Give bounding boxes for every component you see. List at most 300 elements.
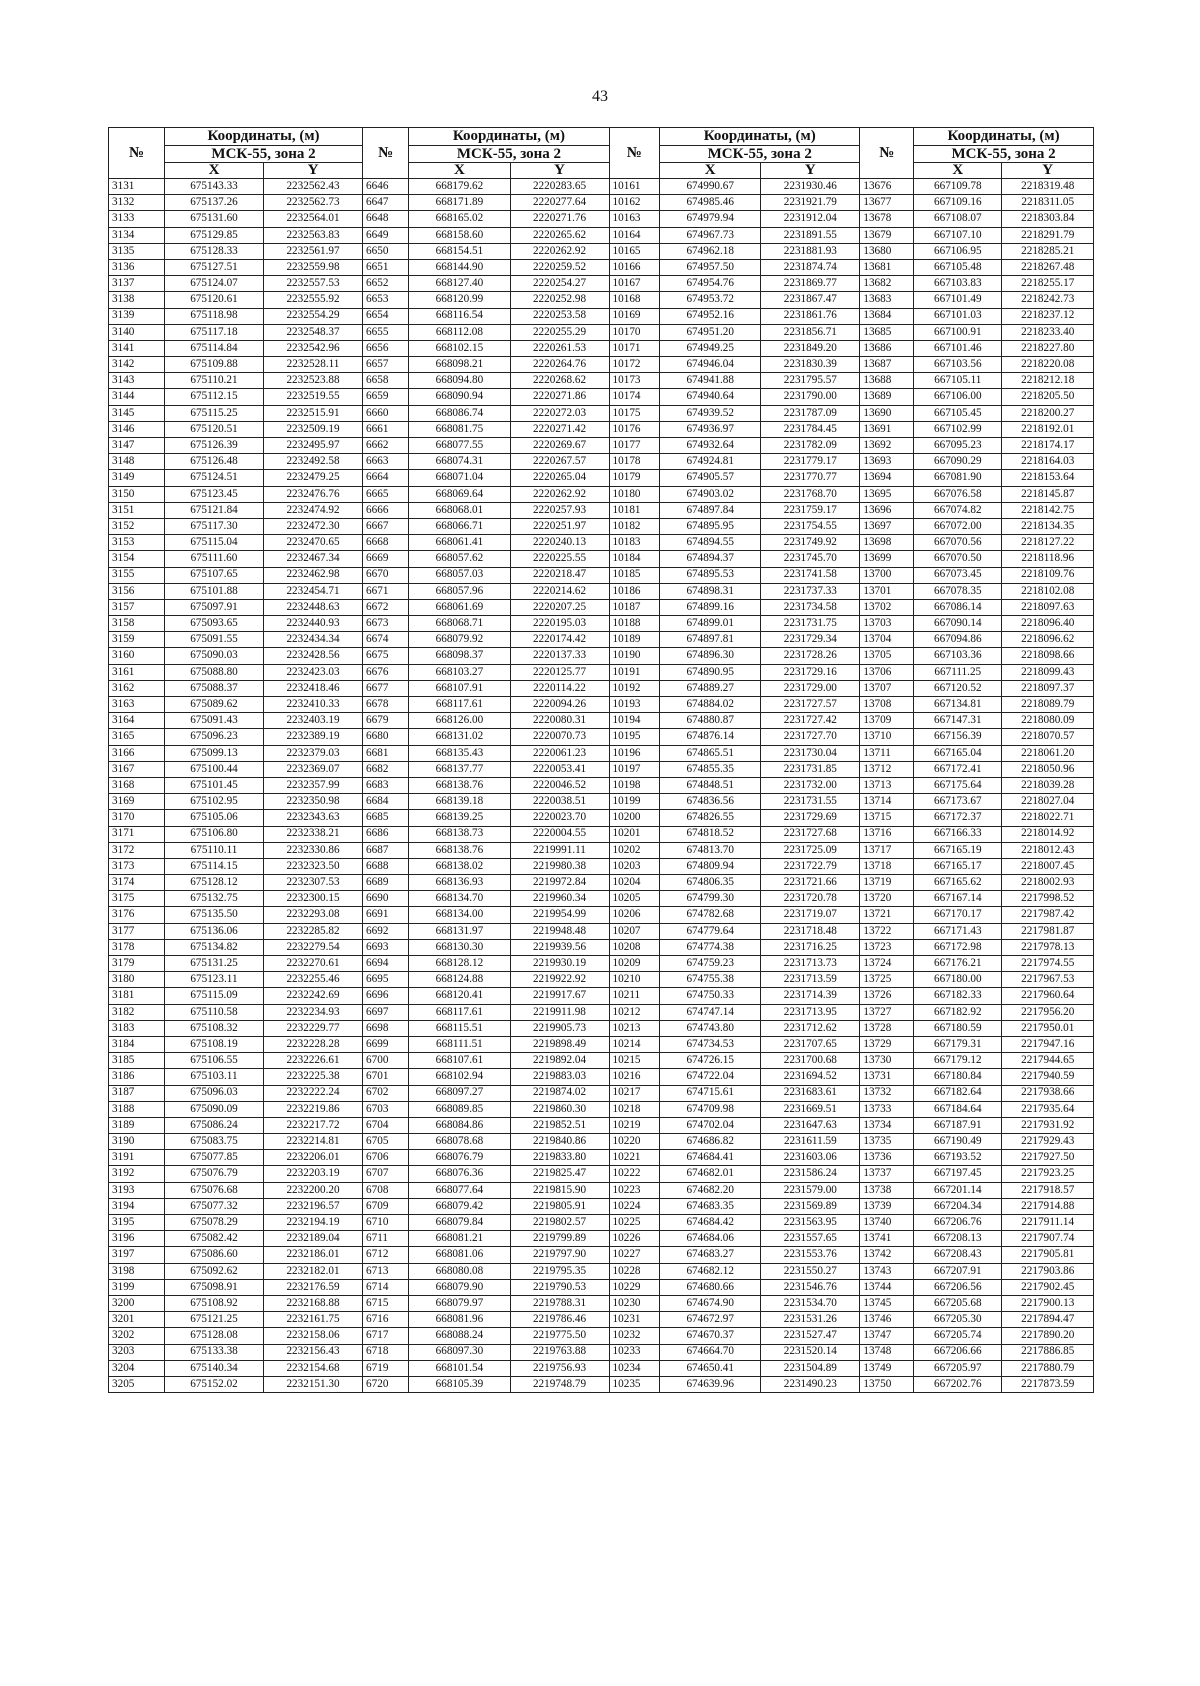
point-number: 6656	[363, 340, 409, 356]
table-row	[109, 1279, 1094, 1295]
table-row	[109, 1360, 1094, 1376]
point-number: 13731	[860, 1069, 914, 1085]
table-row	[109, 729, 1094, 745]
x-coordinate: 667165.04	[914, 745, 1002, 761]
point-number: 13686	[860, 340, 914, 356]
y-coordinate: 2231727.70	[761, 729, 860, 745]
x-coordinate: 674672.97	[660, 1312, 761, 1328]
x-coordinate: 674682.20	[660, 1182, 761, 1198]
y-coordinate: 2231700.68	[761, 1053, 860, 1069]
x-coordinate: 675128.33	[164, 243, 263, 259]
x-coordinate: 668097.27	[409, 1085, 510, 1101]
y-coordinate: 2218192.01	[1002, 421, 1094, 437]
point-number: 6678	[363, 697, 409, 713]
y-coordinate: 2231912.04	[761, 211, 860, 227]
x-coordinate: 675099.13	[164, 745, 263, 761]
point-number: 13711	[860, 745, 914, 761]
y-coordinate: 2219795.35	[510, 1263, 609, 1279]
point-number: 10165	[609, 243, 660, 259]
point-number: 10163	[609, 211, 660, 227]
point-number: 10181	[609, 502, 660, 518]
y-coordinate: 2231731.85	[761, 761, 860, 777]
point-number: 6698	[363, 1020, 409, 1036]
y-coordinate: 2231732.00	[761, 777, 860, 793]
point-number: 3190	[109, 1134, 165, 1150]
y-coordinate: 2232182.01	[264, 1263, 363, 1279]
point-number: 3199	[109, 1279, 165, 1295]
x-coordinate: 674946.04	[660, 357, 761, 373]
point-number: 6670	[363, 567, 409, 583]
point-number: 10208	[609, 939, 660, 955]
x-coordinate: 675077.32	[164, 1198, 263, 1214]
table-row	[109, 761, 1094, 777]
x-coordinate: 668101.54	[409, 1360, 510, 1376]
y-coordinate: 2231729.34	[761, 632, 860, 648]
point-number: 13685	[860, 324, 914, 340]
x-coordinate: 667070.50	[914, 551, 1002, 567]
y-coordinate: 2217956.20	[1002, 1004, 1094, 1020]
y-coordinate: 2232428.56	[264, 648, 363, 664]
y-coordinate: 2231881.93	[761, 243, 860, 259]
point-number: 3187	[109, 1085, 165, 1101]
x-coordinate: 675152.02	[164, 1376, 263, 1392]
x-coordinate: 667180.00	[914, 972, 1002, 988]
point-number: 3202	[109, 1328, 165, 1344]
table-row	[109, 1085, 1094, 1101]
point-number: 10216	[609, 1069, 660, 1085]
point-number: 13682	[860, 276, 914, 292]
point-number: 13683	[860, 292, 914, 308]
x-coordinate: 675092.62	[164, 1263, 263, 1279]
point-number: 6714	[363, 1279, 409, 1295]
y-coordinate: 2218205.50	[1002, 389, 1094, 405]
y-coordinate: 2218097.63	[1002, 599, 1094, 615]
point-number: 13716	[860, 826, 914, 842]
point-number: 13745	[860, 1295, 914, 1311]
point-number: 13705	[860, 648, 914, 664]
table-row	[109, 454, 1094, 470]
point-number: 13734	[860, 1117, 914, 1133]
y-coordinate: 2220023.70	[510, 810, 609, 826]
point-number: 3198	[109, 1263, 165, 1279]
x-coordinate: 674953.72	[660, 292, 761, 308]
point-number: 6659	[363, 389, 409, 405]
x-coordinate: 667205.30	[914, 1312, 1002, 1328]
coord-group-header: Координаты, (м)	[914, 128, 1094, 146]
y-coordinate: 2218050.96	[1002, 761, 1094, 777]
point-number: 10214	[609, 1036, 660, 1052]
point-number: 10194	[609, 713, 660, 729]
y-coordinate: 2231869.77	[761, 276, 860, 292]
table-row	[109, 389, 1094, 405]
point-number: 6720	[363, 1376, 409, 1392]
x-header: X	[914, 163, 1002, 179]
point-number: 10223	[609, 1182, 660, 1198]
y-coordinate: 2220271.86	[510, 389, 609, 405]
x-coordinate: 667072.00	[914, 518, 1002, 534]
x-coordinate: 674813.70	[660, 842, 761, 858]
page-number: 43	[592, 88, 608, 105]
y-coordinate: 2220094.26	[510, 697, 609, 713]
point-number: 3157	[109, 599, 165, 615]
point-number: 6699	[363, 1036, 409, 1052]
y-coordinate: 2217923.25	[1002, 1166, 1094, 1182]
table-row	[109, 1231, 1094, 1247]
x-coordinate: 668078.68	[409, 1134, 510, 1150]
y-coordinate: 2218007.45	[1002, 858, 1094, 874]
y-coordinate: 2219748.79	[510, 1376, 609, 1392]
y-coordinate: 2231768.70	[761, 486, 860, 502]
point-number: 10175	[609, 405, 660, 421]
point-number: 3143	[109, 373, 165, 389]
point-number: 10229	[609, 1279, 660, 1295]
y-coordinate: 2231741.58	[761, 567, 860, 583]
point-number: 3132	[109, 195, 165, 211]
point-number: 10174	[609, 389, 660, 405]
x-coordinate: 675107.65	[164, 567, 263, 583]
point-number: 10166	[609, 259, 660, 275]
table-row	[109, 1101, 1094, 1117]
point-number: 13741	[860, 1231, 914, 1247]
point-number: 6704	[363, 1117, 409, 1133]
x-coordinate: 668116.54	[409, 308, 510, 324]
y-coordinate: 2220277.64	[510, 195, 609, 211]
point-number: 10183	[609, 535, 660, 551]
y-coordinate: 2218164.03	[1002, 454, 1094, 470]
x-coordinate: 667134.81	[914, 697, 1002, 713]
y-coordinate: 2218291.79	[1002, 227, 1094, 243]
x-coordinate: 674855.35	[660, 761, 761, 777]
point-number: 3142	[109, 357, 165, 373]
y-coordinate: 2232242.69	[264, 988, 363, 1004]
y-coordinate: 2231550.27	[761, 1263, 860, 1279]
x-coordinate: 668077.55	[409, 438, 510, 454]
y-coordinate: 2218014.92	[1002, 826, 1094, 842]
point-number: 3182	[109, 1004, 165, 1020]
y-coordinate: 2231727.68	[761, 826, 860, 842]
x-coordinate: 675117.18	[164, 324, 263, 340]
y-coordinate: 2218285.21	[1002, 243, 1094, 259]
point-number: 13746	[860, 1312, 914, 1328]
table-row	[109, 324, 1094, 340]
y-coordinate: 2232217.72	[264, 1117, 363, 1133]
x-coordinate: 667147.31	[914, 713, 1002, 729]
y-coordinate: 2218022.71	[1002, 810, 1094, 826]
y-coordinate: 2231720.78	[761, 891, 860, 907]
x-coordinate: 667173.67	[914, 794, 1002, 810]
point-number: 3162	[109, 680, 165, 696]
point-number: 10200	[609, 810, 660, 826]
y-coordinate: 2231759.17	[761, 502, 860, 518]
x-coordinate: 675108.92	[164, 1295, 263, 1311]
y-coordinate: 2231557.65	[761, 1231, 860, 1247]
x-coordinate: 674722.04	[660, 1069, 761, 1085]
y-coordinate: 2231830.39	[761, 357, 860, 373]
y-coordinate: 2232343.63	[264, 810, 363, 826]
y-coordinate: 2231891.55	[761, 227, 860, 243]
table-row	[109, 1344, 1094, 1360]
y-coordinate: 2219756.93	[510, 1360, 609, 1376]
y-coordinate: 2231603.06	[761, 1150, 860, 1166]
point-number: 3173	[109, 858, 165, 874]
y-coordinate: 2232285.82	[264, 923, 363, 939]
x-coordinate: 674680.66	[660, 1279, 761, 1295]
x-coordinate: 668079.92	[409, 632, 510, 648]
x-coordinate: 668077.64	[409, 1182, 510, 1198]
y-coordinate: 2232255.46	[264, 972, 363, 988]
y-coordinate: 2231734.58	[761, 599, 860, 615]
y-coordinate: 2232403.19	[264, 713, 363, 729]
y-coordinate: 2217902.45	[1002, 1279, 1094, 1295]
y-coordinate: 2220283.65	[510, 179, 609, 195]
x-coordinate: 668120.99	[409, 292, 510, 308]
table-row	[109, 1198, 1094, 1214]
point-number: 10196	[609, 745, 660, 761]
x-coordinate: 674979.94	[660, 211, 761, 227]
point-number: 6658	[363, 373, 409, 389]
point-number: 13698	[860, 535, 914, 551]
point-number: 13724	[860, 956, 914, 972]
point-number: 6651	[363, 259, 409, 275]
x-coordinate: 675118.98	[164, 308, 263, 324]
y-coordinate: 2219799.89	[510, 1231, 609, 1247]
x-coordinate: 668079.97	[409, 1295, 510, 1311]
x-coordinate: 668107.61	[409, 1053, 510, 1069]
y-coordinate: 2231867.47	[761, 292, 860, 308]
point-number: 13689	[860, 389, 914, 405]
point-number: 3177	[109, 923, 165, 939]
point-number: 13744	[860, 1279, 914, 1295]
table-row	[109, 405, 1094, 421]
point-number: 10176	[609, 421, 660, 437]
point-number: 3160	[109, 648, 165, 664]
y-coordinate: 2231737.33	[761, 583, 860, 599]
x-coordinate: 675126.48	[164, 454, 263, 470]
x-coordinate: 674889.27	[660, 680, 761, 696]
table-row	[109, 1036, 1094, 1052]
x-coordinate: 668124.88	[409, 972, 510, 988]
y-coordinate: 2231579.00	[761, 1182, 860, 1198]
point-number: 13688	[860, 373, 914, 389]
x-coordinate: 667095.23	[914, 438, 1002, 454]
x-coordinate: 667180.59	[914, 1020, 1002, 1036]
y-coordinate: 2231713.59	[761, 972, 860, 988]
point-number: 6654	[363, 308, 409, 324]
y-coordinate: 2232492.58	[264, 454, 363, 470]
y-coordinate: 2218099.43	[1002, 664, 1094, 680]
point-number: 6663	[363, 454, 409, 470]
table-row	[109, 826, 1094, 842]
y-coordinate: 2218096.62	[1002, 632, 1094, 648]
x-coordinate: 674750.33	[660, 988, 761, 1004]
point-number: 10206	[609, 907, 660, 923]
x-coordinate: 667205.97	[914, 1360, 1002, 1376]
y-coordinate: 2231586.24	[761, 1166, 860, 1182]
x-coordinate: 667184.64	[914, 1101, 1002, 1117]
point-number: 10171	[609, 340, 660, 356]
y-coordinate: 2231611.59	[761, 1134, 860, 1150]
y-coordinate: 2219852.51	[510, 1117, 609, 1133]
point-number: 13697	[860, 518, 914, 534]
y-coordinate: 2232189.04	[264, 1231, 363, 1247]
point-number: 13742	[860, 1247, 914, 1263]
x-coordinate: 674876.14	[660, 729, 761, 745]
x-coordinate: 675077.85	[164, 1150, 263, 1166]
table-row	[109, 1295, 1094, 1311]
y-coordinate: 2218127.22	[1002, 535, 1094, 551]
y-coordinate: 2217914.88	[1002, 1198, 1094, 1214]
y-coordinate: 2231553.76	[761, 1247, 860, 1263]
point-number: 10207	[609, 923, 660, 939]
point-number: 13725	[860, 972, 914, 988]
x-coordinate: 674755.38	[660, 972, 761, 988]
point-number: 3140	[109, 324, 165, 340]
x-coordinate: 667179.31	[914, 1036, 1002, 1052]
y-coordinate: 2217890.20	[1002, 1328, 1094, 1344]
x-coordinate: 667120.52	[914, 680, 1002, 696]
y-coordinate: 2232168.88	[264, 1295, 363, 1311]
table-row	[109, 535, 1094, 551]
x-coordinate: 667090.14	[914, 616, 1002, 632]
point-number: 3184	[109, 1036, 165, 1052]
table-row	[109, 956, 1094, 972]
point-number: 13702	[860, 599, 914, 615]
x-coordinate: 674949.25	[660, 340, 761, 356]
x-coordinate: 675096.03	[164, 1085, 263, 1101]
x-coordinate: 667190.49	[914, 1134, 1002, 1150]
y-coordinate: 2218145.87	[1002, 486, 1094, 502]
y-coordinate: 2220125.77	[510, 664, 609, 680]
point-number: 3165	[109, 729, 165, 745]
y-coordinate: 2218027.04	[1002, 794, 1094, 810]
y-coordinate: 2231527.47	[761, 1328, 860, 1344]
y-coordinate: 2231531.26	[761, 1312, 860, 1328]
x-coordinate: 674894.37	[660, 551, 761, 567]
x-coordinate: 668084.86	[409, 1117, 510, 1133]
x-coordinate: 674774.38	[660, 939, 761, 955]
x-coordinate: 674952.16	[660, 308, 761, 324]
y-coordinate: 2218142.75	[1002, 502, 1094, 518]
table-row	[109, 1328, 1094, 1344]
point-number: 10225	[609, 1215, 660, 1231]
table-row	[109, 1053, 1094, 1069]
point-number: 6682	[363, 761, 409, 777]
point-number: 3144	[109, 389, 165, 405]
y-coordinate: 2231861.76	[761, 308, 860, 324]
y-coordinate: 2217935.64	[1002, 1101, 1094, 1117]
point-number: 10235	[609, 1376, 660, 1392]
x-coordinate: 667165.62	[914, 875, 1002, 891]
x-coordinate: 675090.03	[164, 648, 263, 664]
x-coordinate: 667170.17	[914, 907, 1002, 923]
y-coordinate: 2231727.42	[761, 713, 860, 729]
point-number: 10193	[609, 697, 660, 713]
table-row	[109, 308, 1094, 324]
y-coordinate: 2220038.51	[510, 794, 609, 810]
x-coordinate: 667176.21	[914, 956, 1002, 972]
x-coordinate: 668098.21	[409, 357, 510, 373]
y-coordinate: 2232515.91	[264, 405, 363, 421]
point-number: 3193	[109, 1182, 165, 1198]
y-coordinate: 2232495.97	[264, 438, 363, 454]
y-coordinate: 2231669.51	[761, 1101, 860, 1117]
y-coordinate: 2231721.66	[761, 875, 860, 891]
x-coordinate: 667070.56	[914, 535, 1002, 551]
x-coordinate: 668076.36	[409, 1166, 510, 1182]
point-number: 6694	[363, 956, 409, 972]
y-coordinate: 2232548.37	[264, 324, 363, 340]
point-number: 13701	[860, 583, 914, 599]
y-coordinate: 2231790.00	[761, 389, 860, 405]
table-row	[109, 810, 1094, 826]
x-coordinate: 675093.65	[164, 616, 263, 632]
point-number: 13738	[860, 1182, 914, 1198]
point-number: 6718	[363, 1344, 409, 1360]
x-coordinate: 667081.90	[914, 470, 1002, 486]
y-header: Y	[510, 163, 609, 179]
y-coordinate: 2220255.29	[510, 324, 609, 340]
y-coordinate: 2231782.09	[761, 438, 860, 454]
y-coordinate: 2232434.34	[264, 632, 363, 648]
x-coordinate: 667204.34	[914, 1198, 1002, 1214]
x-coordinate: 667201.14	[914, 1182, 1002, 1198]
point-number: 6688	[363, 858, 409, 874]
y-coordinate: 2220225.55	[510, 551, 609, 567]
point-number: 6690	[363, 891, 409, 907]
y-coordinate: 2231725.09	[761, 842, 860, 858]
point-number: 6666	[363, 502, 409, 518]
y-coordinate: 2218200.27	[1002, 405, 1094, 421]
point-number: 3175	[109, 891, 165, 907]
point-number: 3174	[109, 875, 165, 891]
x-coordinate: 675140.34	[164, 1360, 263, 1376]
x-coordinate: 675109.88	[164, 357, 263, 373]
point-number: 6715	[363, 1295, 409, 1311]
x-coordinate: 668066.71	[409, 518, 510, 534]
y-coordinate: 2231707.65	[761, 1036, 860, 1052]
table-body	[109, 179, 1094, 1393]
y-coordinate: 2220053.41	[510, 761, 609, 777]
table-row	[109, 794, 1094, 810]
y-coordinate: 2220114.22	[510, 680, 609, 696]
point-number: 3179	[109, 956, 165, 972]
x-coordinate: 675101.45	[164, 777, 263, 793]
y-coordinate: 2231719.07	[761, 907, 860, 923]
x-coordinate: 668081.21	[409, 1231, 510, 1247]
table-row	[109, 421, 1094, 437]
point-number: 13696	[860, 502, 914, 518]
x-coordinate: 674806.35	[660, 875, 761, 891]
x-coordinate: 675091.43	[164, 713, 263, 729]
x-coordinate: 674962.18	[660, 243, 761, 259]
point-number: 10169	[609, 308, 660, 324]
point-number: 13743	[860, 1263, 914, 1279]
table-row	[109, 259, 1094, 275]
y-coordinate: 2217947.16	[1002, 1036, 1094, 1052]
point-number: 10228	[609, 1263, 660, 1279]
x-coordinate: 675114.84	[164, 340, 263, 356]
x-coordinate: 667090.29	[914, 454, 1002, 470]
y-coordinate: 2231749.92	[761, 535, 860, 551]
x-coordinate: 675103.11	[164, 1069, 263, 1085]
x-coordinate: 675090.09	[164, 1101, 263, 1117]
x-coordinate: 667076.58	[914, 486, 1002, 502]
point-number: 10167	[609, 276, 660, 292]
x-coordinate: 667180.84	[914, 1069, 1002, 1085]
x-coordinate: 668071.04	[409, 470, 510, 486]
y-coordinate: 2218174.17	[1002, 438, 1094, 454]
point-number: 6680	[363, 729, 409, 745]
